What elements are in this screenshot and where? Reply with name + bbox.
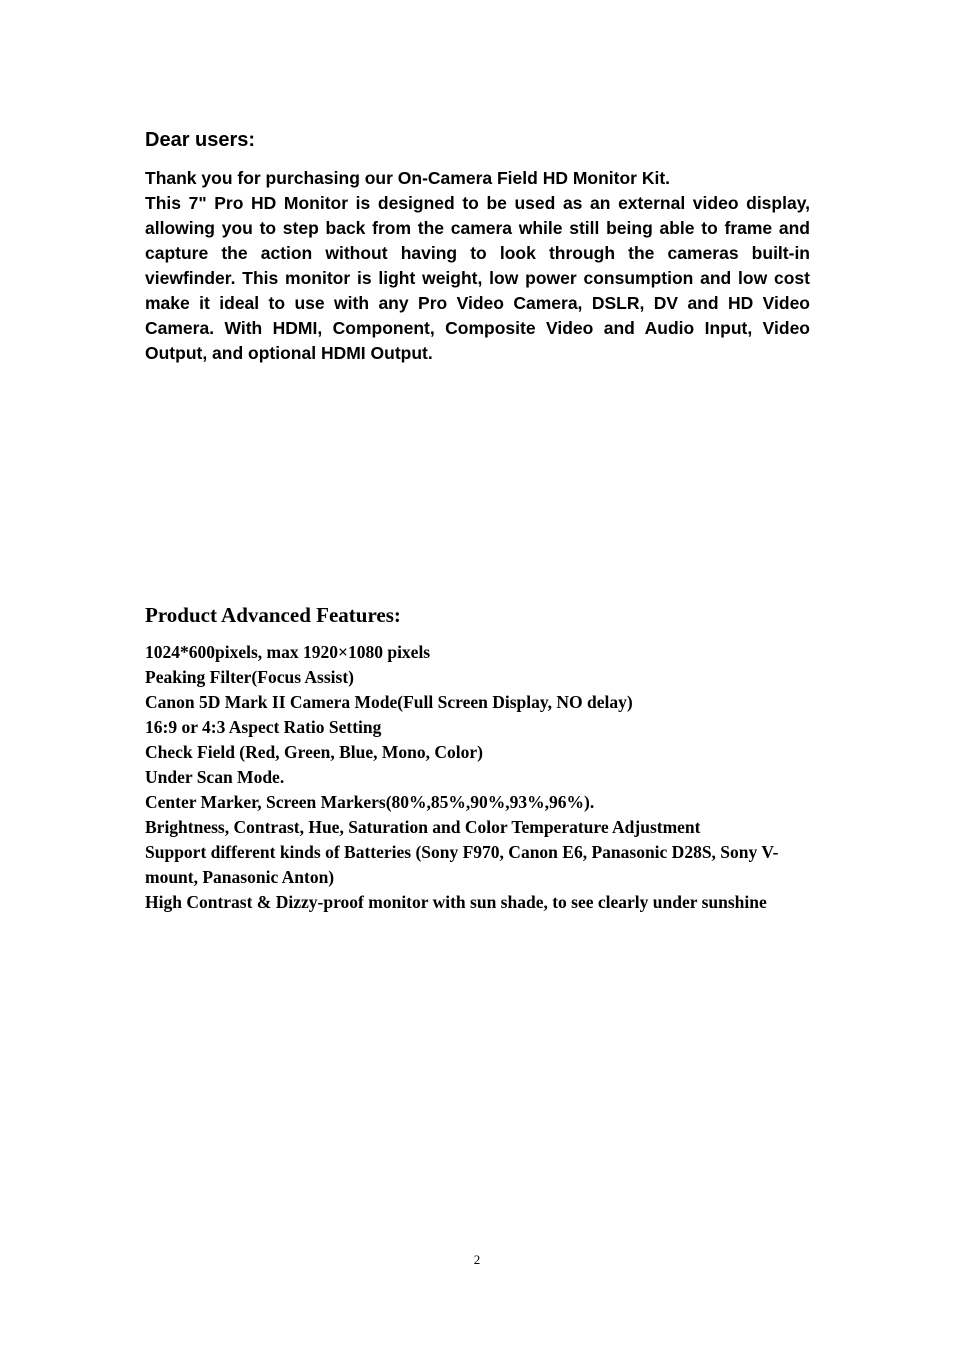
features-heading: Product Advanced Features: [145,603,401,627]
intro-section [145,126,810,366]
feature-item-sun-shade: High Contrast & Dizzy-proof monitor with sun shade, to see clearly under sunshine [145,892,767,912]
page-number: 2 [473,1252,481,1267]
feature-item-image-adjustment: Brightness, Contrast, Hue, Saturation and Color Temperature Adjustment [145,817,701,837]
intro-heading: Dear users: [145,129,256,151]
feature-item-check-field: Check Field (Red, Green, Blue, Mono, Color) [145,742,483,762]
feature-item-resolution: 1024*600pixels, max 1920×1080 pixels [145,642,431,662]
feature-item-aspect-ratio: 16:9 or 4:3 Aspect Ratio Setting [145,717,382,737]
intro-body-paragraph: This 7" Pro HD Monitor is designed to be used as an external video display, allowing you to step back from the camera while still being able to frame and capture the action without having to look through the cameras built-in viewfinder. This monitor is light weight, low power consumption and low cost make it ideal to use with any Pro Video Camera, DSLR, DV and HD Video Camera. With HDMI, Component, Composite Video and Audio Input, Video Output, and optional HDMI Output. [145,193,810,363]
feature-item-under-scan: Under Scan Mode. [145,767,285,787]
feature-item-markers: Center Marker, Screen Markers(80%,85%,90%,93%,96%). [145,792,595,812]
intro-thank-you-line: Thank you for purchasing our On-Camera Field HD Monitor Kit. [145,168,671,188]
features-list [145,640,810,915]
feature-item-batteries: Support different kinds of Batteries (Sony F970, Canon E6, Panasonic D28S, Sony V-mount, Panasonic Anton) [145,842,779,887]
feature-item-peaking-filter: Peaking Filter(Focus Assist) [145,667,355,687]
features-section [145,600,810,915]
feature-item-canon-mode: Canon 5D Mark II Camera Mode(Full Screen Display, NO delay) [145,692,633,712]
